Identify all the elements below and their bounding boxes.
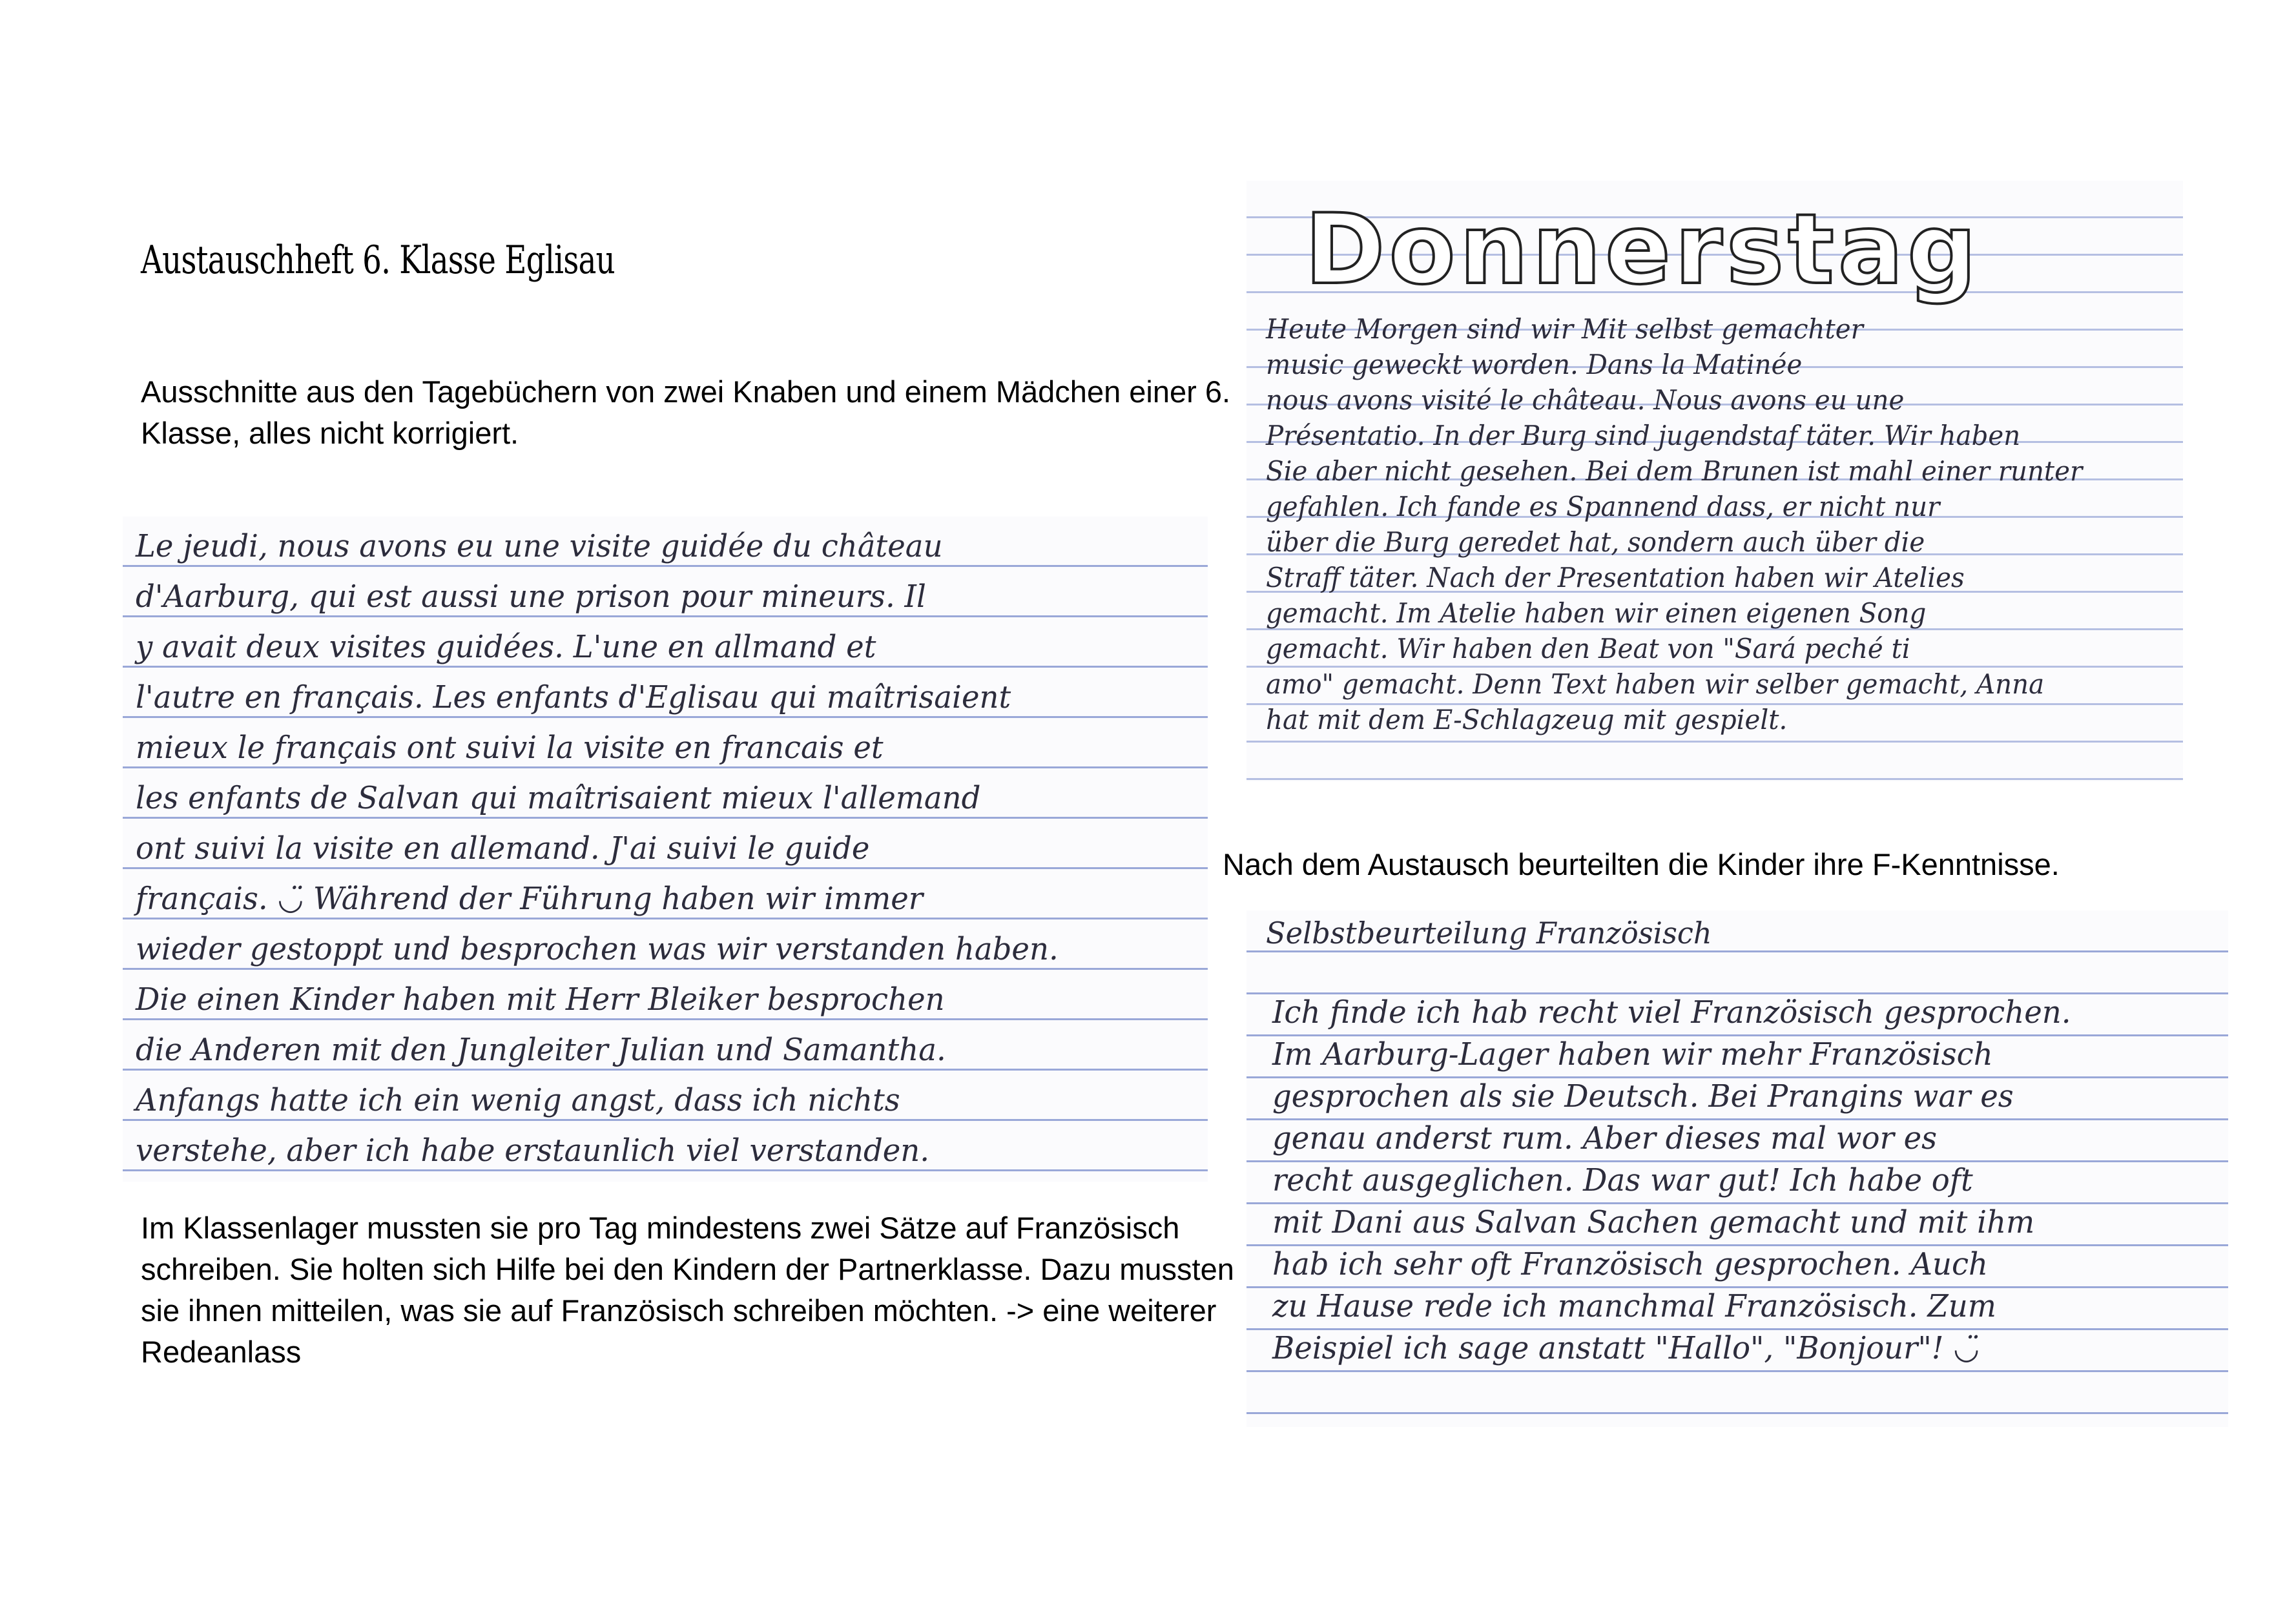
handwritten-line: Présentatio. In der Burg sind jugendstaf täter. Wir haben [1266, 420, 2021, 451]
handwritten-line: français. ◡̈ Während der Führung haben wir immer [136, 881, 924, 917]
handwritten-line: die Anderen mit den Jungleiter Julian und Samantha. [136, 1032, 946, 1068]
selbstbeurteilung-excerpt [1246, 910, 2228, 1427]
handwritten-line: ont suivi la visite en allemand. J'ai suivi le guide [136, 830, 870, 867]
handwritten-line: genau anderst rum. Aber dieses mal wor es [1272, 1120, 1938, 1156]
handwritten-line: Heute Morgen sind wir Mit selbst gemachter [1266, 313, 1863, 345]
handwritten-line: mit Dani aus Salvan Sachen gemacht und mit ihm [1272, 1204, 2035, 1240]
handwritten-line: Die einen Kinder haben mit Herr Bleiker besprochen [136, 981, 945, 1018]
handwritten-line: l'autre en français. Les enfants d'Eglisau qui maîtrisaient [136, 679, 1011, 715]
handwritten-line: Ich finde ich hab recht viel Französisch gesprochen. [1272, 994, 2071, 1031]
handwritten-line: d'Aarburg, qui est aussi une prison pour mineurs. Il [136, 579, 926, 615]
handwritten-line: gemacht. Im Atelie haben wir einen eigenen Song [1266, 597, 1927, 629]
handwritten-line: hab ich sehr oft Französisch gesprochen. Auch [1272, 1246, 1989, 1282]
handwritten-line: Le jeudi, nous avons eu une visite guidée du château [136, 528, 943, 564]
donnerstag-heading: Donnerstag [1305, 194, 1981, 306]
handwritten-line: wieder gestoppt und besprochen was wir verstanden haben. [136, 931, 1059, 967]
document-title: Austauschheft 6. Klasse Eglisau [141, 238, 615, 283]
handwritten-line: gesprochen als sie Deutsch. Bei Prangins war es [1272, 1078, 2014, 1114]
handwritten-line: y avait deux visites guidées. L'une en allmand et [136, 629, 876, 665]
handwritten-line: hat mit dem E-Schlagzeug mit gespielt. [1266, 704, 1788, 735]
selbstbeurteilung-heading: Selbstbeurteilung Französisch [1266, 916, 1712, 950]
handwritten-line: Straff täter. Nach der Presentation haben wir Atelies [1266, 562, 1965, 593]
diary-excerpt-donnerstag [1246, 181, 2183, 781]
handwritten-line: Anfangs hatte ich ein wenig angst, dass ich nichts [136, 1082, 900, 1118]
handwritten-line: über die Burg geredet hat, sondern auch über die [1266, 526, 1925, 558]
handwritten-line: mieux le français ont suivi la visite en francais et [136, 730, 884, 766]
after-exchange-caption: Nach dem Austausch beurteilten die Kinder ihre F-Kenntnisse. [1223, 847, 2060, 881]
handwritten-line: Im Aarburg-Lager haben wir mehr Französisch [1272, 1036, 1993, 1073]
handwritten-line: amo" gemacht. Denn Text haben wir selber gemacht, Anna [1266, 668, 2045, 700]
camp-caption: Im Klassenlager mussten sie pro Tag mindestens zwei Sätze auf Französisch schreiben. Sie holten sich Hilfe bei den Kindern der Partnerklasse. Dazu mussten sie ihnen mitteilen, was sie auf Französisch schreiben möchten. -> eine weiterer Redeanlass [141, 1211, 1234, 1369]
handwritten-line: gefahlen. Ich fande es Spannend dass, er nicht nur [1266, 491, 1940, 522]
intro-caption: Ausschnitte aus den Tagebüchern von zwei Knaben und einem Mädchen einer 6. Klasse, alles nicht korrigiert. [141, 375, 1231, 450]
handwritten-line: zu Hause rede ich manchmal Französisch. Zum [1272, 1288, 1996, 1324]
handwritten-line: verstehe, aber ich habe erstaunlich viel verstanden. [136, 1133, 930, 1169]
handwritten-line: gemacht. Wir haben den Beat von "Sará peché ti [1266, 633, 1910, 664]
handwritten-line: music geweckt worden. Dans la Matinée [1266, 349, 1803, 380]
diary-excerpt-jeudi [123, 517, 1208, 1182]
handwritten-line: les enfants de Salvan qui maîtrisaient mieux l'allemand [136, 780, 981, 816]
handwritten-line: Sie aber nicht gesehen. Bei dem Brunen ist mahl einer runter [1266, 455, 2083, 487]
handwritten-line: nous avons visité le château. Nous avons eu une [1266, 384, 1905, 416]
handwritten-line: recht ausgeglichen. Das war gut! Ich habe oft [1272, 1162, 1973, 1198]
handwritten-line: Beispiel ich sage anstatt "Hallo", "Bonjour"! ◡̈ [1272, 1330, 1980, 1366]
